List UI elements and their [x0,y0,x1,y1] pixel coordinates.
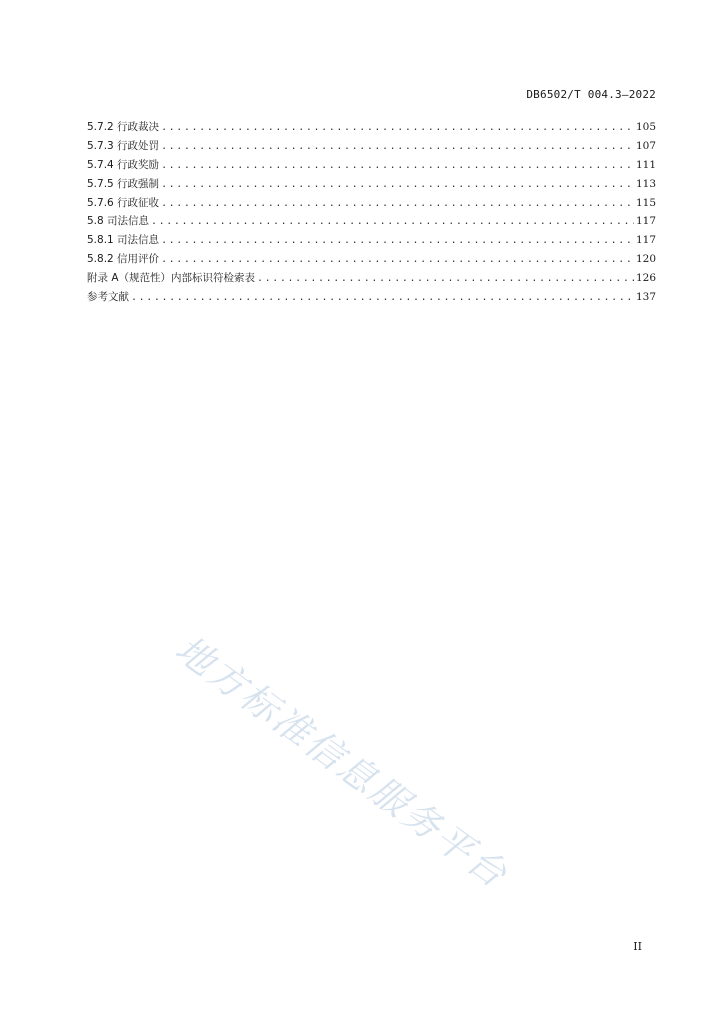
document-code: DB6502/T 004.3—2022 [526,88,656,101]
toc-entry[interactable] [87,231,656,250]
watermark: 地方标准信息服务平台 [167,627,517,898]
toc-entry-page: 137 [635,291,656,304]
toc-entry-title: 参考文献 [87,291,129,304]
toc-entry-title: 5.7.3 行政处罚 [87,139,160,152]
toc-entry[interactable] [87,156,656,175]
toc-entry[interactable] [87,269,656,288]
toc-entry[interactable] [87,288,656,307]
toc-entry-title: 附录 A（规范性）内部标识符检索表 [87,272,256,285]
toc-entry-page: 105 [635,121,656,133]
toc-entry-page: 111 [635,158,656,171]
toc-entry[interactable] [87,250,656,269]
toc-entry-title: 5.7.5 行政强制 [87,177,160,190]
toc-leader-dots [161,176,634,195]
toc-entry[interactable] [87,137,656,156]
toc-entry-title: 5.8 司法信息 [87,215,150,228]
toc-entry[interactable] [87,194,656,213]
toc-entry[interactable] [87,175,656,194]
toc-leader-dots [257,270,634,289]
toc-leader-dots [161,157,634,176]
toc-entry-page: 113 [635,177,656,190]
toc-entry-title: 5.8.1 司法信息 [87,234,160,247]
toc-entry-page: 117 [635,234,656,247]
toc-leader-dots [161,251,634,270]
toc-leader-dots [131,289,634,308]
toc-leader-dots [161,138,634,157]
page-number: II [633,940,642,953]
toc-entry-page: 117 [635,215,656,228]
toc-leader-dots [161,119,634,138]
toc-leader-dots [161,232,634,251]
toc-entry-page: 120 [635,253,656,266]
toc-entry-page: 115 [635,196,656,209]
toc-entry-page: 107 [635,139,656,152]
toc-entry-title: 5.8.2 信用评价 [87,253,160,266]
table-of-contents [87,118,656,307]
toc-entry-title: 5.7.4 行政奖励 [87,158,160,171]
toc-entry-title: 5.7.6 行政征收 [87,196,160,209]
toc-entry[interactable] [87,118,656,137]
toc-entry[interactable] [87,212,656,231]
toc-entry-page: 126 [635,272,656,285]
toc-leader-dots [151,213,634,232]
toc-leader-dots [161,195,634,214]
toc-entry-title: 5.7.2 行政裁决 [87,121,160,133]
